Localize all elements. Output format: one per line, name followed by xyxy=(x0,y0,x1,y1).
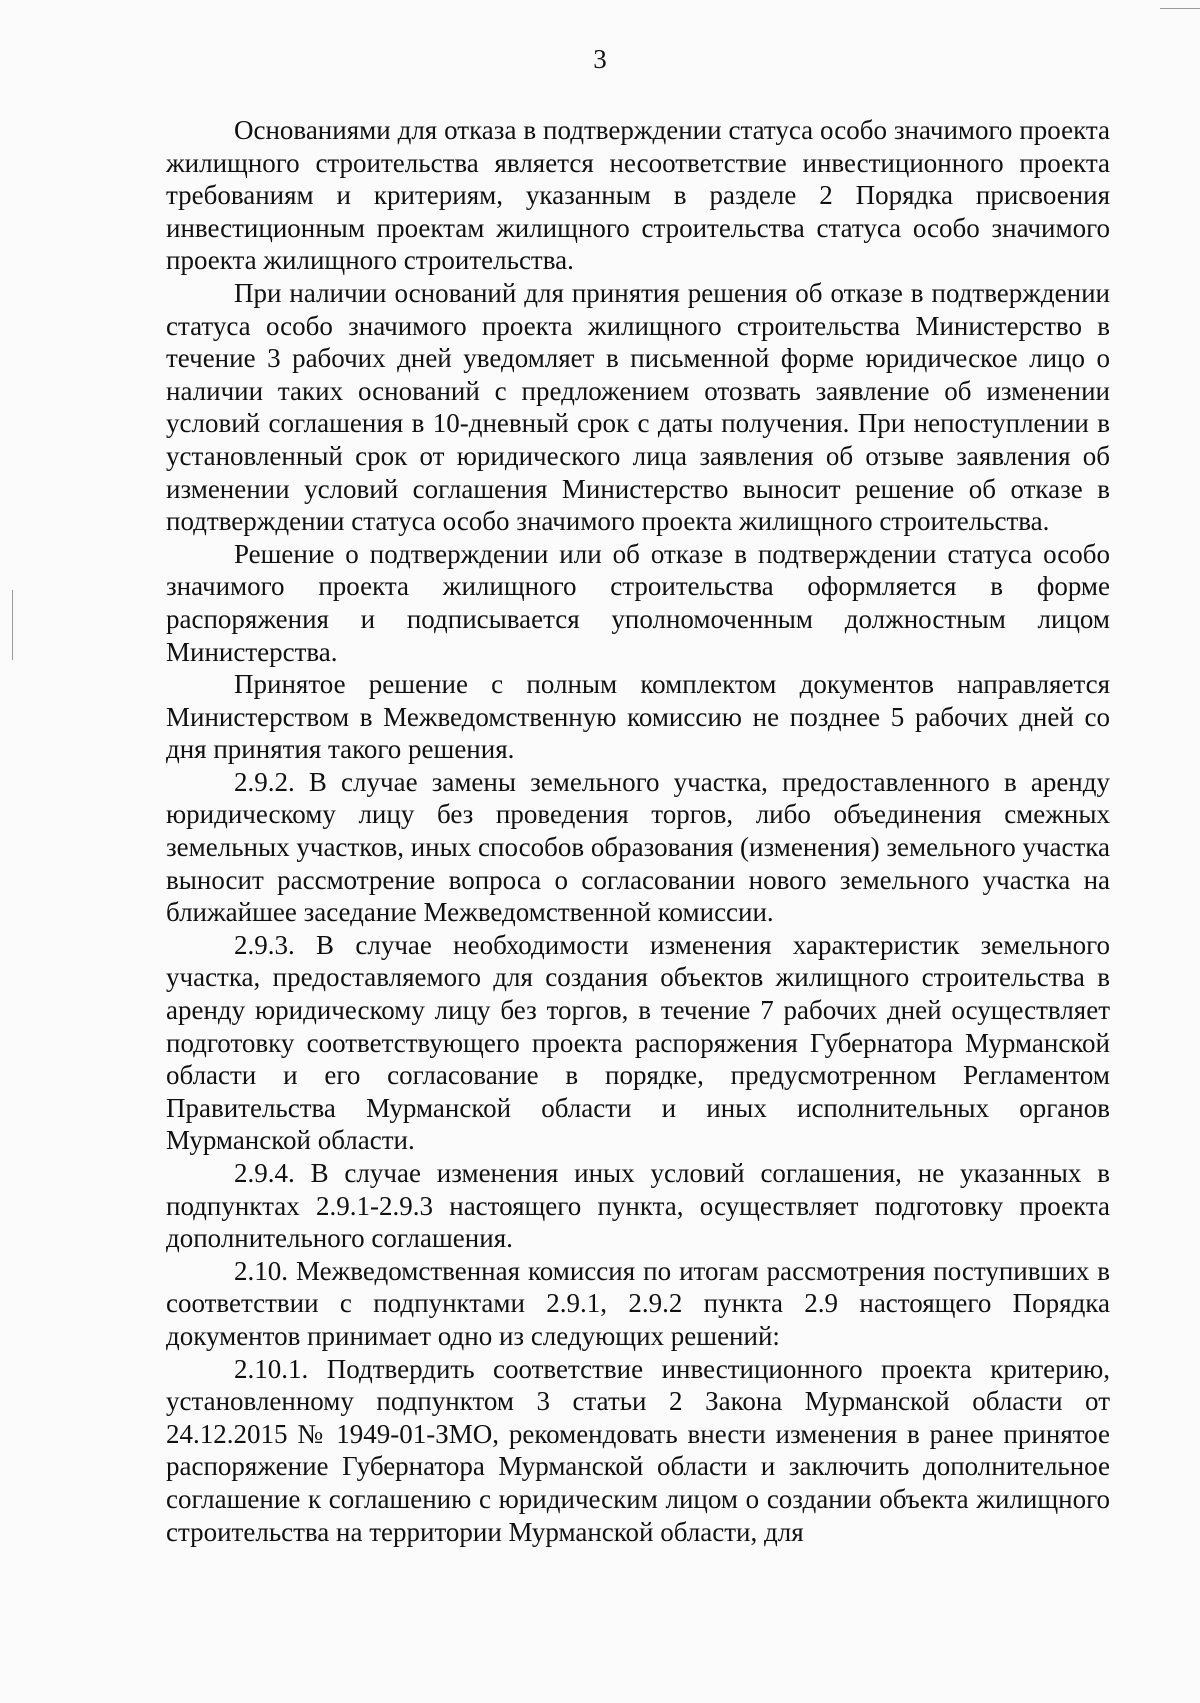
paragraph-decision-form: Решение о подтверждении или об отказе в подтверждении статуса особо значимого проекта жилищного строительства оформляется в форме распоряжения и подписывается уполномоченным должностным лицом Министерства. xyxy=(166,538,1110,667)
paragraph-2-9-2: 2.9.2. В случае замены земельного участка, предоставленного в аренду юридическому лицу без проведения торгов, либо объединения смежных земельных участков, иных способов образования (изменения) земельного участка выносит рассмотрение вопроса о согласовании нового земельного участка на ближайшее заседание Межведомственной комиссии. xyxy=(166,766,1110,928)
paragraph-2-9-4: 2.9.4. В случае изменения иных условий соглашения, не указанных в подпунктах 2.9.1-2.9.3 настоящего пункта, осуществляет подготовку проекта дополнительного соглашения. xyxy=(166,1158,1110,1254)
paragraph-grounds-for-refusal: Основаниями для отказа в подтверждении статуса особо значимого проекта жилищного строительства является несоответствие инвестиционного проекта требованиям и критериям, указанным в разделе 2 Порядка присвоения инвестиционным проектам жилищного строительства статуса особо значимого проекта жилищного строительства. xyxy=(166,115,1110,276)
page-number: 3 xyxy=(593,44,607,74)
paragraph-2-10-1: 2.10.1. Подтвердить соответствие инвестиционного проекта критерию, установленному подпунктом 3 статьи 2 Закона Мурманской области от 24.12.2015 № 1949-01-ЗМО, рекомендовать внести изменения в ранее принятое распоряжение Губернатора Мурманской области и заключить дополнительное соглашение к соглашению с юридическим лицом о создании объекта жилищного строительства на территории Мурманской области, для xyxy=(166,1353,1110,1547)
scan-artifact-left xyxy=(12,590,13,660)
paragraph-notification: При наличии оснований для принятия решения об отказе в подтверждении статуса особо значимого проекта жилищного строительства Министерство в течение 3 рабочих дней уведомляет в письменной форме юридическое лицо о наличии таких оснований с предложением отозвать заявление об изменении условий соглашения в 10-дневный срок с даты получения. При непоступлении в установленный срок от юридического лица заявления об отзыве заявления об изменении условий соглашения Министерство выносит решение об отказе в подтверждении статуса особо значимого проекта жилищного строительства. xyxy=(166,277,1110,537)
scan-artifact-top xyxy=(1160,8,1200,9)
paragraph-decision-forwarding: Принятое решение с полным комплектом документов направляется Министерством в Межведомственную комиссию не позднее 5 рабочих дней со дня принятия такого решения. xyxy=(166,669,1110,765)
paragraph-2-10: 2.10. Межведомственная комиссия по итогам рассмотрения поступивших в соответствии с подпунктами 2.9.1, 2.9.2 пункта 2.9 настоящего Порядка документов принимает одно из следующих решений: xyxy=(166,1255,1110,1351)
document-body xyxy=(166,114,1110,1548)
paragraph-2-9-3: 2.9.3. В случае необходимости изменения характеристик земельного участка, предоставляемого для создания объектов жилищного строительства в аренду юридическому лицу без торгов, в течение 7 рабочих дней осуществляет подготовку соответствующего проекта распоряжения Губернатора Мурманской области и его согласование в порядке, предусмотренном Регламентом Правительства Мурманской области и иных исполнительных органов Мурманской области. xyxy=(166,929,1110,1156)
